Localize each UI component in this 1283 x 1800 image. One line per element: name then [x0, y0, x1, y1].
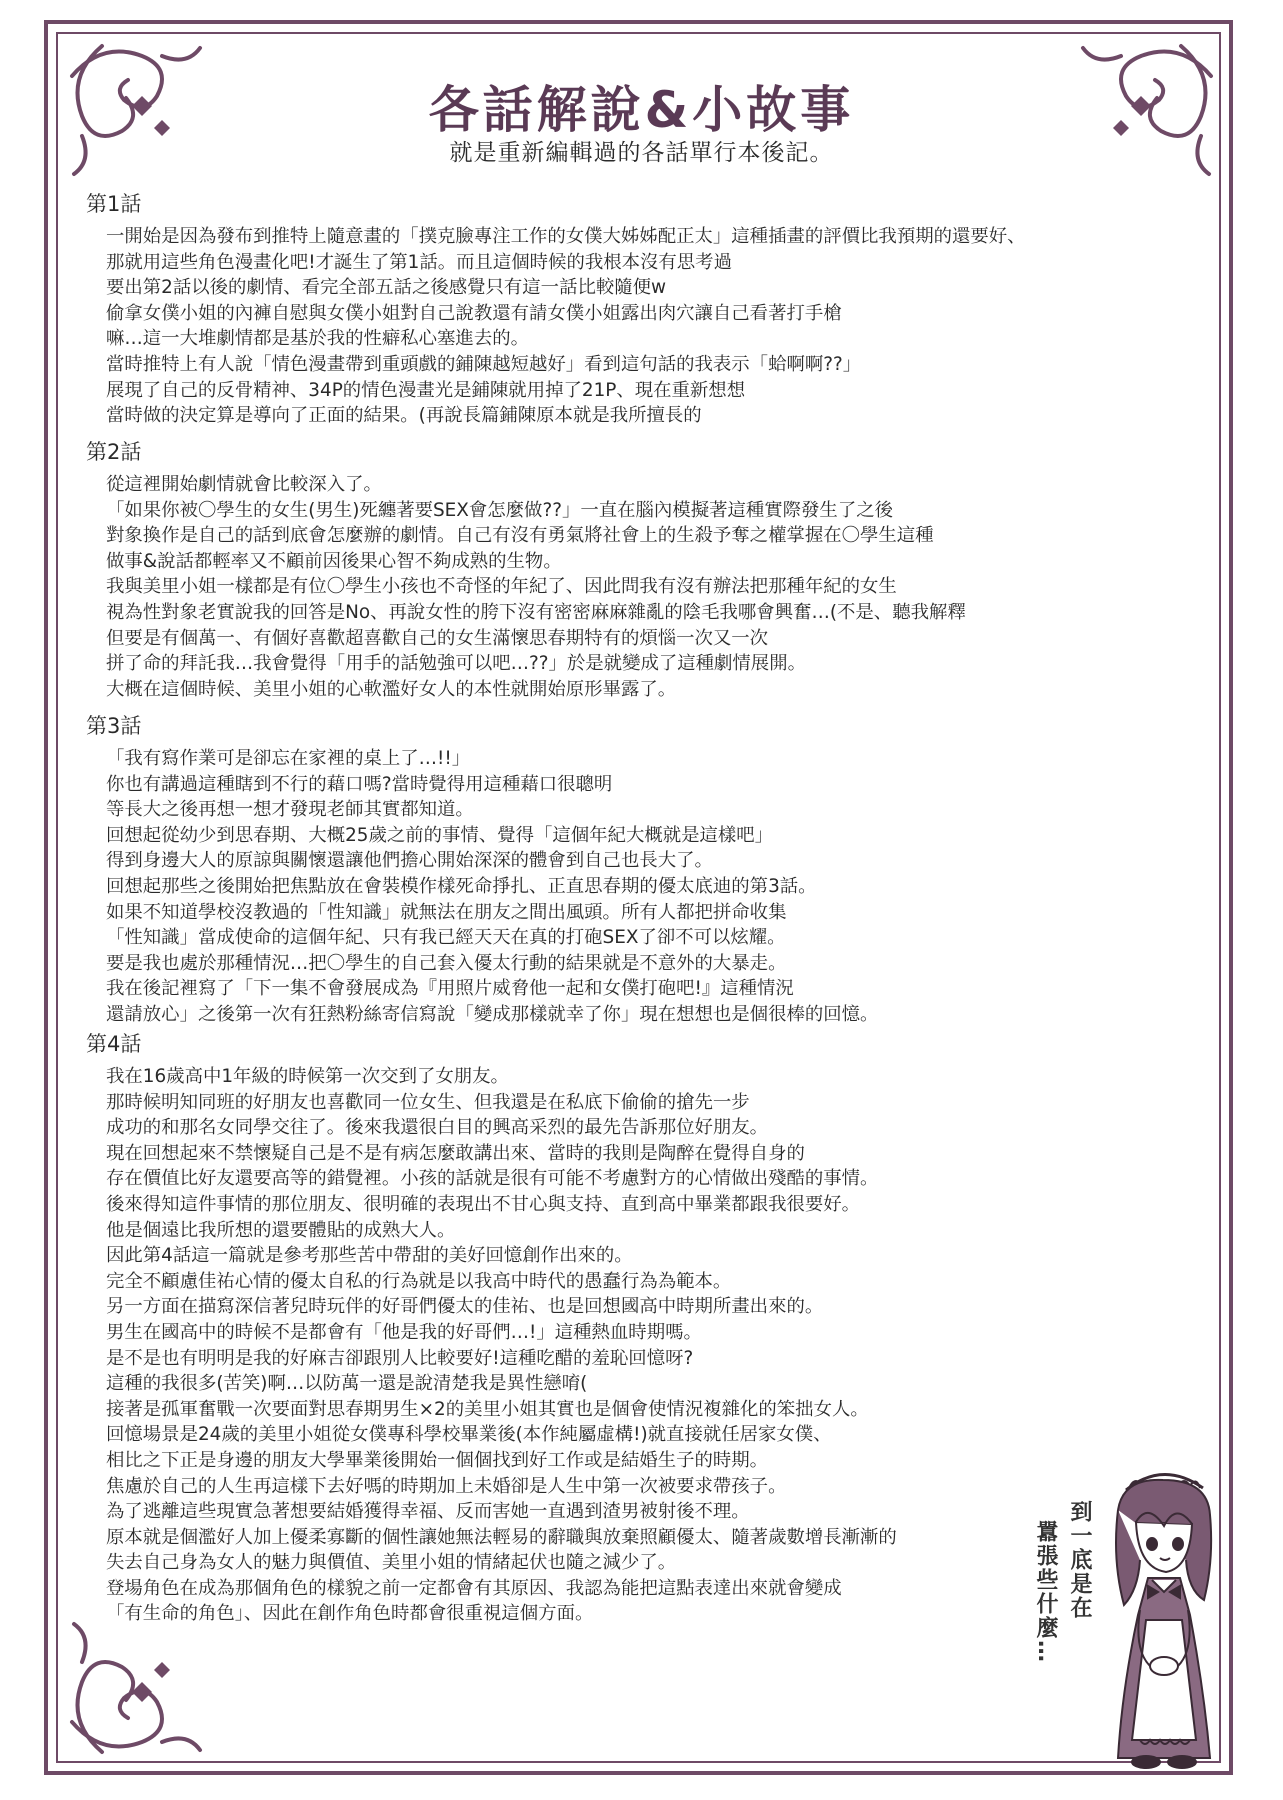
text-line: 大概在這個時候、美里小姐的心軟濫好女人的本性就開始原形畢露了。 — [106, 678, 677, 700]
speech-column-1: 到一底是在 — [1067, 1500, 1092, 1620]
text-line: 當時做的決定算是導向了正面的結果。(再說長篇鋪陳原本就是我所擅長的 — [106, 405, 702, 427]
text-line: 你也有講過這種瞎到不行的藉口嗎?當時覺得用這種藉口很聰明 — [106, 773, 613, 795]
text-line: 是不是也有明明是我的好麻吉卻跟別人比較要好!這種吃醋的羞恥回憶呀? — [106, 1347, 694, 1369]
section-episode-1 — [86, 188, 1166, 429]
text-line: 嘛…這一大堆劇情都是基於我的性癖私心塞進去的。 — [106, 328, 529, 350]
text-line: 「有生命的角色」、因此在創作角色時都會很重視這個方面。 — [106, 1603, 594, 1625]
text-line: 但要是有個萬一、有個好喜歡超喜歡自己的女生滿懷思春期特有的煩惱一次又一次 — [106, 627, 769, 649]
text-line: 「我有寫作業可是卻忘在家裡的桌上了…!!」 — [106, 748, 471, 769]
text-line: 回憶場景是24歲的美里小姐從女僕專科學校畢業後(本作純屬虛構!)就直接就任居家女僕、 — [106, 1424, 832, 1446]
text-line: 視為性對象老實說我的回答是No、再說女性的胯下沒有密密麻麻雜亂的陰毛我哪會興奮…(不是、聽我解釋 — [106, 601, 966, 623]
text-line: 還請放心」之後第一次有狂熱粉絲寄信寫說「變成那樣就幸了你」現在想想也是個很棒的回憶。 — [106, 1003, 879, 1025]
speech-column-2: 囂張些什麼… — [1033, 1520, 1058, 1664]
section-heading: 第2話 — [86, 440, 142, 464]
text-line: 接著是孤軍奮戰一次要面對思春期男生×2的美里小姐其實也是個會使情況複雜化的笨拙女人。 — [106, 1398, 869, 1420]
text-line: 因此第4話這一篇就是參考那些苦中帶甜的美好回憶創作出來的。 — [106, 1245, 633, 1267]
text-line: 那時候明知同班的好朋友也喜歡同一位女生、但我還是在私底下偷偷的搶先一步 — [106, 1091, 750, 1113]
text-line: 等長大之後再想一想才發現老師其實都知道。 — [106, 799, 474, 821]
text-line: 後來得知這件事情的那位朋友、很明確的表現出不甘心與支持、直到高中畢業都跟我很要好。 — [106, 1193, 861, 1215]
text-line: 我與美里小姐一樣都是有位〇學生小孩也不奇怪的年紀了、因此問我有沒有辦法把那種年紀的女生 — [106, 576, 897, 598]
text-line: 另一方面在描寫深信著兒時玩伴的好哥們優太的佳祐、也是回想國高中時期所畫出來的。 — [106, 1296, 824, 1318]
text-line: 登場角色在成為那個角色的樣貌之前一定都會有其原因、我認為能把這點表達出來就會變成 — [106, 1577, 842, 1599]
corner-ornament-bottom-left — [62, 1612, 212, 1762]
text-line: 這種的我很多(苦笑)啊…以防萬一還是說清楚我是異性戀唷( — [106, 1373, 588, 1395]
text-line: 那就用這些角色漫畫化吧!才誕生了第1話。而且這個時候的我根本沒有思考過 — [106, 251, 732, 273]
text-line: 存在價值比好友還要高等的錯覺裡。小孩的話就是很有可能不考慮對方的心情做出殘酷的事情。 — [106, 1168, 879, 1190]
section-episode-2 — [86, 436, 1166, 702]
text-line: 「如果你被〇學生的女生(男生)死纏著要SEX會怎麼做??」一直在腦內模擬著這種實際發生了之後 — [106, 499, 893, 521]
text-line: 展現了自己的反骨精神、34P的情色漫畫光是鋪陳就用掉了21P、現在重新想想 — [106, 379, 746, 401]
text-line: 偷拿女僕小姐的內褲自慰與女僕小姐對自己說教還有請女僕小姐露出肉穴讓自己看著打手槍 — [106, 302, 842, 324]
page-subtitle: 就是重新編輯過的各話單行本後記。 — [449, 140, 834, 166]
text-line: 失去自己身為女人的魅力與價值、美里小姐的情緒起伏也隨之減少了。 — [106, 1552, 677, 1574]
section-episode-4 — [86, 1028, 1166, 1627]
text-line: 一開始是因為發布到推特上隨意畫的「撲克臉專注工作的女僕大姊姊配正太」這種插畫的評價比我預期的還要好、 — [106, 226, 1026, 247]
section-episode-3 — [86, 710, 1166, 1028]
text-line: 現在回想起來不禁懷疑自己是不是有病怎麼敢講出來、當時的我則是陶醉在覺得自身的 — [106, 1142, 805, 1164]
text-line: 拼了命的拜託我…我會覺得「用手的話勉強可以吧…??」於是就變成了這種劇情展開。 — [106, 653, 806, 675]
page-title: 各話解說&小故事 — [428, 81, 855, 139]
text-line: 回想起那些之後開始把焦點放在會裝模作樣死命掙扎、正直思春期的優太底迪的第3話。 — [106, 875, 817, 897]
text-line: 當時推特上有人說「情色漫畫帶到重頭戲的鋪陳越短越好」看到這句話的我表示「蛤啊啊??」 — [106, 353, 862, 375]
section-heading: 第3話 — [86, 714, 142, 738]
text-line: 焦慮於自己的人生再這樣下去好嗎的時期加上未婚卻是人生中第一次被要求帶孩子。 — [106, 1475, 787, 1497]
text-line: 要出第2話以後的劇情、看完全部五話之後感覺只有這一話比較隨便w — [106, 277, 667, 299]
text-line: 對象換作是自己的話到底會怎麼辦的劇情。自己有沒有勇氣將社會上的生殺予奪之權掌握在〇學生這種 — [106, 525, 934, 547]
text-line: 回想起從幼少到思春期、大概25歲之前的事情、覺得「這個年紀大概就是這樣吧」 — [106, 824, 774, 846]
text-line: 成功的和那名女同學交往了。後來我還很白目的興高采烈的最先告訴那位好朋友。 — [106, 1117, 769, 1139]
text-line: 做事&說話都輕率又不顧前因後果心智不夠成熟的生物。 — [106, 550, 562, 572]
text-line: 為了逃離這些現實急著想要結婚獲得幸福、反而害她一直遇到渣男被射後不理。 — [106, 1501, 750, 1523]
text-line: 我在後記裡寫了「下一集不會發展成為『用照片威脅他一起和女僕打砲吧!』這種情況 — [106, 978, 794, 1000]
text-line: 原本就是個濫好人加上優柔寡斷的個性讓她無法輕易的辭職與放棄照顧優太、隨著歲數增長漸漸的 — [106, 1526, 897, 1548]
text-line: 完全不顧慮佳祐心情的優太自私的行為就是以我高中時代的愚蠢行為為範本。 — [106, 1270, 732, 1292]
text-line: 從這裡開始劇情就會比較深入了。 — [106, 474, 382, 495]
text-line: 我在16歲高中1年級的時候第一次交到了女朋友。 — [106, 1066, 509, 1087]
section-heading: 第4話 — [86, 1032, 142, 1056]
text-line: 他是個遠比我所想的還要體貼的成熟大人。 — [106, 1219, 456, 1241]
text-line: 相比之下正是身邊的朋友大學畢業後開始一個個找到好工作或是結婚生子的時期。 — [106, 1449, 769, 1471]
text-line: 要是我也處於那種情況…把〇學生的自己套入優太行動的結果就是不意外的大暴走。 — [106, 952, 787, 974]
text-line: 如果不知道學校沒教過的「性知識」就無法在朋友之間出風頭。所有人都把拼命收集 — [106, 901, 787, 923]
text-line: 得到身邊大人的原諒與關懷還讓他們擔心開始深深的體會到自己也長大了。 — [106, 850, 713, 872]
section-heading: 第1話 — [86, 192, 142, 216]
text-line: 「性知識」當成使命的這個年紀、只有我已經天天在真的打砲SEX了卻不可以炫耀。 — [106, 927, 786, 949]
text-line: 男生在國高中的時候不是都會有「他是我的好哥們…!」這種熱血時期嗎。 — [106, 1321, 702, 1343]
maid-illustration — [1078, 1440, 1248, 1770]
